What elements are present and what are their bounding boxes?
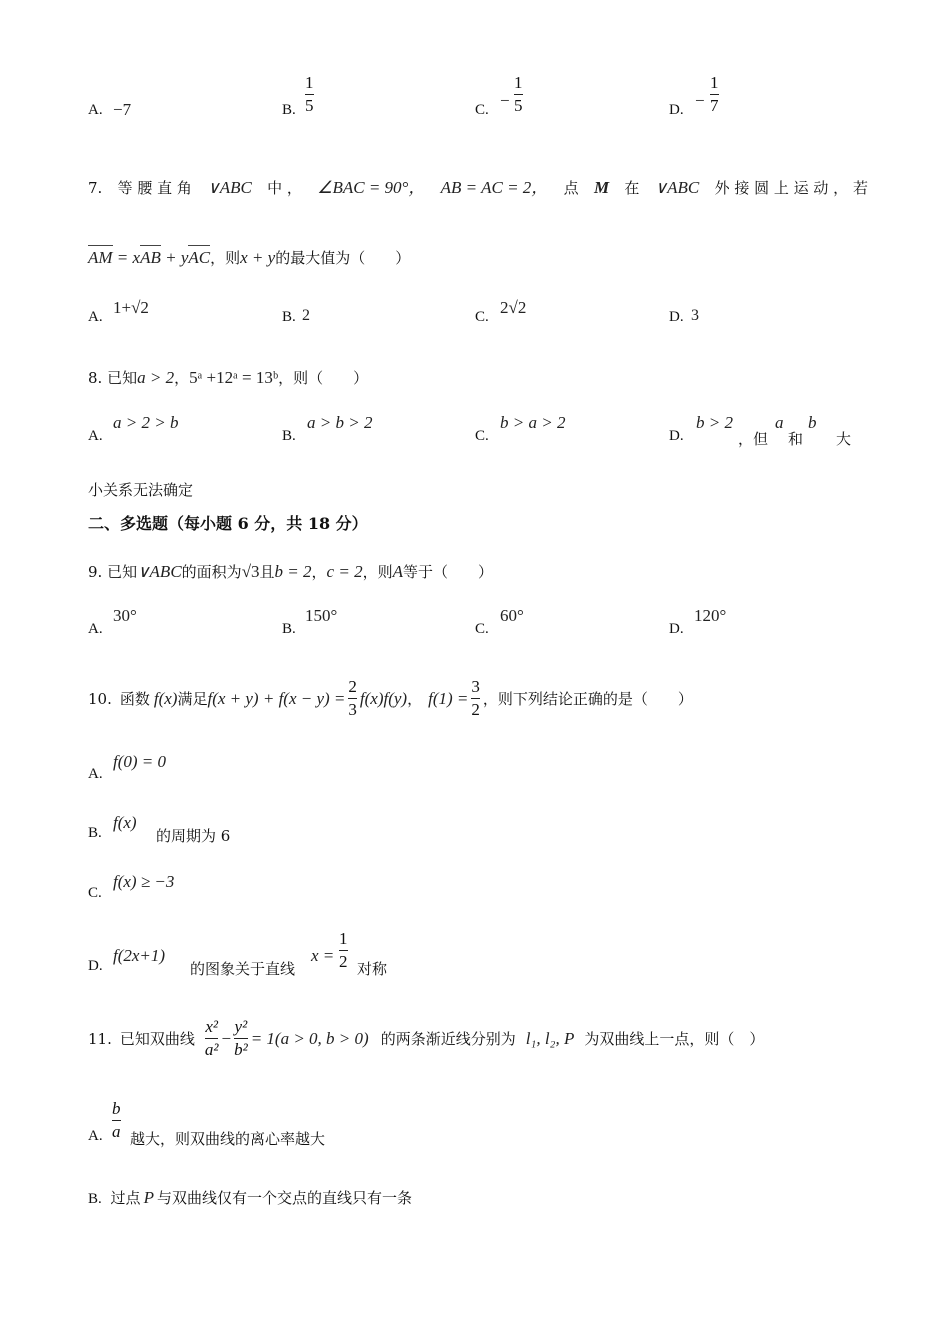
q9-option-b: 150° [305,606,338,625]
q7-text-f: ，则 [210,249,241,267]
q7-triangle-1: ∨ABC [207,178,252,197]
q11-option-b-text-2: 与双曲线仅有一个交点的直线只有一条 [156,1189,412,1207]
q7-option-d-label: D. [669,309,684,325]
q9-option-c: 60° [500,606,524,625]
q6-option-d-label: D. [669,102,684,118]
q8-option-d-text-3: 大 [836,430,852,448]
q7-text-d: 在 [624,179,640,197]
q7-sum: x + y [240,248,276,267]
q8-condition-1: a > 2 [137,368,175,387]
q8-option-d: b > 2 [696,413,733,432]
q6-option-d [710,74,719,115]
q10-option-d: f(2x+1) [113,946,166,965]
q10-fx: f(x) [153,688,178,708]
fraction-denominator: 3 [348,700,357,719]
q9-area: √3 [241,562,260,581]
q10-option-d-x: x = [311,946,335,965]
q7-eq-1: = x [112,248,141,267]
fraction-numerator: x² [205,1017,218,1036]
q7-triangle-2: ∨ABC [654,178,700,197]
q8-comma: ， [174,369,190,387]
q9-option-a-label: A. [88,621,103,637]
q8-option-b-label: B. [282,428,296,444]
q10-text-c: ，则下列结论正确的是（ ） [482,690,693,708]
q10-f1: f(1) = [428,688,469,708]
q9-angle-a: A [392,562,403,581]
fraction-denominator: a [112,1122,121,1141]
q10-option-b-text: 的周期为 6 [156,827,231,845]
q9-option-d-label: D. [669,621,684,637]
q9-text-a: 已知 [107,563,138,581]
q11-option-b [88,1187,412,1208]
q11-lines: l₁, l₂, P [525,1028,575,1048]
q8-option-b: a > b > 2 [307,413,373,432]
q11-equation: = 1(a > 0, b > 0) [250,1028,369,1048]
q10-comma: ， [407,690,423,708]
fraction-numerator: 3 [471,677,480,696]
q9-comma: ， [311,563,327,581]
q9-number: 9. [88,563,103,581]
q9-text-e: 等于（ ） [402,563,493,581]
q8-option-d-text-1: ，但 [738,430,769,448]
q7-point-m: M [593,178,610,197]
q10-number: 10. [88,689,112,708]
q11-text-c: 为双曲线上一点，则（ ） [584,1030,765,1048]
q7-option-b: 2 [302,307,310,324]
q10-option-a: f(0) = 0 [113,752,167,771]
q11-fraction-y [234,1018,248,1059]
q10-equation-rhs: f(x)f(y) [359,688,408,708]
q10-stem [88,678,693,719]
q8-option-d-text-2: 和 [788,430,804,448]
q8-stem [88,367,368,388]
q11-option-a-text: 越大，则双曲线的离心率越大 [130,1130,326,1148]
q6-option-a-label: A. [88,102,103,118]
q8-text-a: 已知 [107,369,138,387]
q7-angle: ∠BAC = 90°， [317,178,426,197]
q6-option-c-label: C. [475,102,489,118]
q10-option-d-label: D. [88,958,103,974]
q9-text-d: ，则 [362,563,393,581]
q6-option-b [305,74,314,115]
q9-text-c: 且 [259,563,275,581]
q9-option-d: 120° [694,606,727,625]
q10-option-d-fraction [339,930,348,971]
fraction-denominator: a² [204,1040,219,1059]
q7-option-d: 3 [691,307,699,324]
q10-option-a-label: A. [88,766,103,782]
fraction-denominator: b² [234,1040,248,1059]
q9-option-b-label: B. [282,621,296,637]
q7-stem-line2 [88,247,410,268]
vector-ab: AB [140,248,161,267]
fraction-numerator: 1 [514,73,523,92]
q7-option-a: 1+√2 [113,298,149,317]
q8-option-d-label: D. [669,428,684,444]
section-title: 二、多选题（每小题 6 分，共 18 分） [88,514,368,533]
q9-text-b: 的面积为 [181,563,242,581]
q9-c: c = 2 [326,562,363,581]
q7-sides: AB = AC = 2， [440,178,549,197]
q9-stem [88,561,493,582]
fraction-numerator: 2 [348,677,357,696]
q8-condition-2: 5ᵃ +12ᵃ = 13ᵇ [189,368,279,387]
q11-text-b: 的两条渐近线分别为 [380,1030,516,1048]
q9-option-a: 30° [113,606,137,625]
q7-text-b: 中 ， [267,179,302,197]
fraction-denominator: 2 [339,952,348,971]
vector-am: AM [88,248,113,267]
fraction-numerator: 1 [305,73,314,92]
q11-text-a: 已知双曲线 [119,1030,195,1048]
q11-option-b-text-1: 过点 [110,1189,141,1207]
q6-option-b-label: B. [282,102,296,118]
fraction-denominator: 2 [471,700,480,719]
q10-f1-fraction [471,678,480,719]
q8-option-d-var-b: b [808,413,817,432]
q10-option-c-label: C. [88,885,102,901]
fraction-denominator: 5 [514,96,523,115]
q10-option-b: f(x) [113,813,137,832]
fraction-numerator: b [112,1099,121,1118]
q10-equation-lhs: f(x + y) + f(x − y) = [207,688,346,708]
q9-triangle: ∨ABC [137,562,182,581]
q8-option-a-label: A. [88,428,103,444]
q11-number: 11. [88,1029,112,1048]
fraction-numerator: 1 [710,73,719,92]
q8-option-c: b > a > 2 [500,413,566,432]
q11-option-a-label: A. [88,1128,103,1144]
q11-minus: − [221,1028,232,1048]
q11-stem [88,1018,764,1059]
q7-text-a: 等 腰 直 角 [117,179,192,197]
q7-text-c: 点 [563,179,579,197]
q8-text-b: ，则（ ） [278,369,369,387]
q10-option-d-end: 对称 [357,960,388,978]
q6-option-a: −7 [113,100,132,119]
q10-option-c: f(x) ≥ −3 [113,872,175,891]
q11-fraction-x [205,1018,219,1059]
q8-option-a: a > 2 > b [113,413,179,432]
q7-stem-line1 [88,173,868,198]
q8-number: 8. [88,369,103,387]
q7-option-b-label: B. [282,309,296,325]
q9-option-c-label: C. [475,621,489,637]
q10-text-a: 函数 [119,690,150,708]
fraction-numerator: 1 [339,929,348,948]
q9-b: b = 2 [274,562,312,581]
fraction-denominator: 7 [710,96,719,115]
q8-option-d-continued: 小关系无法确定 [88,481,194,499]
q8-option-d-var-a: a [775,413,784,432]
q11-option-b-point: P [143,1188,154,1207]
q7-option-a-label: A. [88,309,103,325]
fraction-denominator: 5 [305,96,314,115]
q7-text-g: 的最大值为（ ） [275,249,411,267]
q10-option-d-text: 的图象关于直线 [190,960,296,978]
fraction-numerator: y² [234,1017,248,1036]
q11-option-b-label: B. [88,1191,102,1207]
q7-text-e: 外 接 圆 上 运 动 ， 若 [714,179,868,197]
q6-option-c [514,74,523,115]
q7-eq-2: + y [160,248,189,267]
q6-option-d-sign: − [695,91,705,110]
q7-option-c: 2√2 [500,298,527,317]
q7-option-c-label: C. [475,309,489,325]
q10-equation-fraction [348,678,357,719]
q8-option-c-label: C. [475,428,489,444]
q7-number: 7. [88,179,103,197]
vector-ac: AC [188,248,211,267]
q10-text-b: 满足 [177,690,208,708]
q10-option-b-label: B. [88,825,102,841]
q11-option-a-fraction [112,1100,121,1141]
q6-option-c-sign: − [500,91,510,110]
